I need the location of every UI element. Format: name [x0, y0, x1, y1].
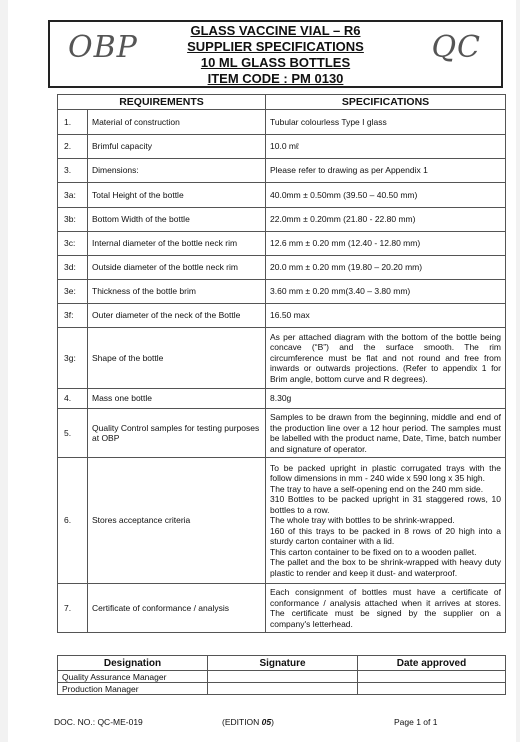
specification-cell: Samples to be drawn from the beginning, middle and end of the production line over a 12 hour period. The samples must be labelled with the product name, Date, Time, batch number and signature of operator. — [266, 409, 506, 458]
table-row — [58, 458, 506, 584]
signature-cell — [208, 683, 358, 695]
edition-label — [222, 717, 274, 727]
specifications-header: SPECIFICATIONS — [266, 95, 506, 110]
specification-cell: Each consignment of bottles must have a certificate of conformance / analysis attached when it arrives at stores. The certificate must be signed by the supplier on a company's letterhead. — [266, 584, 506, 633]
specification-cell: Please refer to drawing as per Appendix 1 — [266, 159, 506, 183]
requirements-header: REQUIREMENTS — [58, 95, 266, 110]
specification-cell: 10.0 mℓ — [266, 135, 506, 159]
requirement-cell: Mass one bottle — [88, 389, 266, 409]
row-number: 5. — [58, 409, 88, 458]
designation-cell: Production Manager — [58, 683, 208, 695]
table-row — [58, 304, 506, 328]
requirement-cell: Brimful capacity — [88, 135, 266, 159]
row-number: 7. — [58, 584, 88, 633]
table-row — [58, 135, 506, 159]
table-row — [58, 328, 506, 389]
title-line-2: SUPPLIER SPECIFICATIONS — [187, 39, 364, 54]
requirement-cell: Outer diameter of the neck of the Bottle — [88, 304, 266, 328]
title-line-1: GLASS VACCINE VIAL – R6 — [190, 23, 361, 38]
requirement-cell: Material of construction — [88, 110, 266, 135]
edition-prefix: (EDITION — [222, 717, 262, 727]
specification-cell: 3.60 mm ± 0.20 mm(3.40 – 3.80 mm) — [266, 280, 506, 304]
requirement-cell: Quality Control samples for testing purposes at OBP — [88, 409, 266, 458]
row-number: 3f: — [58, 304, 88, 328]
row-number: 2. — [58, 135, 88, 159]
obp-logo: OBP — [68, 30, 138, 65]
document-page — [8, 0, 516, 742]
table-row — [58, 280, 506, 304]
table-row — [58, 183, 506, 208]
specification-cell: 16.50 max — [266, 304, 506, 328]
requirement-cell: Total Height of the bottle — [88, 183, 266, 208]
row-number: 3a: — [58, 183, 88, 208]
requirement-cell: Shape of the bottle — [88, 328, 266, 389]
designation-cell: Quality Assurance Manager — [58, 671, 208, 683]
stores-criteria-line: The pallet and the box to be shrink-wrapped with heavy duty plastic to render and keep it dust- and waterproof. — [270, 557, 501, 578]
date-cell — [358, 671, 506, 683]
stores-criteria-line: The tray to have a self-opening end on the 240 mm side. — [270, 483, 484, 494]
signature-cell — [208, 671, 358, 683]
table-row — [58, 683, 506, 695]
row-number: 3e: — [58, 280, 88, 304]
approval-table-header — [58, 656, 506, 671]
table-row — [58, 208, 506, 232]
requirement-cell: Bottom Width of the bottle — [88, 208, 266, 232]
row-number: 1. — [58, 110, 88, 135]
spec-table-header — [58, 95, 506, 110]
table-row — [58, 584, 506, 633]
table-row — [58, 256, 506, 280]
date-approved-header: Date approved — [358, 656, 506, 671]
requirement-cell: Internal diameter of the bottle neck rim — [88, 232, 266, 256]
title-line-4: ITEM CODE : PM 0130 — [207, 71, 344, 86]
requirement-cell: Certificate of conformance / analysis — [88, 584, 266, 633]
signature-header: Signature — [208, 656, 358, 671]
approval-table — [57, 655, 506, 695]
document-header — [48, 20, 503, 88]
edition-suffix: ) — [271, 717, 274, 727]
requirement-cell: Stores acceptance criteria — [88, 458, 266, 584]
row-number: 3g: — [58, 328, 88, 389]
specification-cell: As per attached diagram with the bottom of the bottle being concave (“B”) and the surface smooth. The rim circumference must be flat and not round and free from inwards or outwards projections. (Refer to appendix 1 for Brim angle, bottom curve and R degrees). — [266, 328, 506, 389]
table-row — [58, 232, 506, 256]
designation-header: Designation — [58, 656, 208, 671]
row-number: 3b: — [58, 208, 88, 232]
requirement-cell: Thickness of the bottle brim — [88, 280, 266, 304]
row-number: 3d: — [58, 256, 88, 280]
row-number: 3. — [58, 159, 88, 183]
title-line-3: 10 ML GLASS BOTTLES — [200, 55, 351, 70]
specification-cell: 20.0 mm ± 0.20 mm (19.80 – 20.20 mm) — [266, 256, 506, 280]
row-number: 6. — [58, 458, 88, 584]
table-row — [58, 389, 506, 409]
document-number: DOC. NO.: QC-ME-019 — [54, 717, 143, 727]
edition-number: 05 — [261, 717, 272, 727]
specification-cell: 8.30g — [266, 389, 506, 409]
table-row — [58, 671, 506, 683]
table-row — [58, 110, 506, 135]
specification-cell: 22.0mm ± 0.20mm (21.80 - 22.80 mm) — [266, 208, 506, 232]
row-number: 4. — [58, 389, 88, 409]
requirement-cell: Outside diameter of the bottle neck rim — [88, 256, 266, 280]
table-row — [58, 409, 506, 458]
date-cell — [358, 683, 506, 695]
stores-criteria-line: 310 Bottles to be packed upright in 31 staggered rows, 10 bottles to a row. — [270, 494, 501, 515]
stores-criteria-line: To be packed upright in plastic corrugated trays with the follow dimensions in mm - 240 wide x 590 long x 35 high. — [270, 462, 501, 484]
stores-criteria-line: This carton container to be fixed on to a wooden pallet. — [270, 546, 477, 557]
specification-cell — [266, 458, 506, 584]
specification-cell: 12.6 mm ± 0.20 mm (12.40 - 12.80 mm) — [266, 232, 506, 256]
specification-cell: 40.0mm ± 0.50mm (39.50 – 40.50 mm) — [266, 183, 506, 208]
document-title — [140, 23, 411, 87]
page-number: Page 1 of 1 — [394, 717, 438, 727]
stores-criteria-line: 160 of this trays to be packed in 8 rows of 20 high into a sturdy carton container with a lid. — [270, 525, 501, 547]
stores-criteria-line: The whole tray with bottles to be shrink-wrapped. — [270, 515, 455, 526]
row-number: 3c: — [58, 232, 88, 256]
qc-logo: QC — [431, 30, 481, 65]
table-row — [58, 159, 506, 183]
specification-cell: Tubular colourless Type I glass — [266, 110, 506, 135]
specifications-table — [57, 94, 506, 633]
requirement-cell: Dimensions: — [88, 159, 266, 183]
